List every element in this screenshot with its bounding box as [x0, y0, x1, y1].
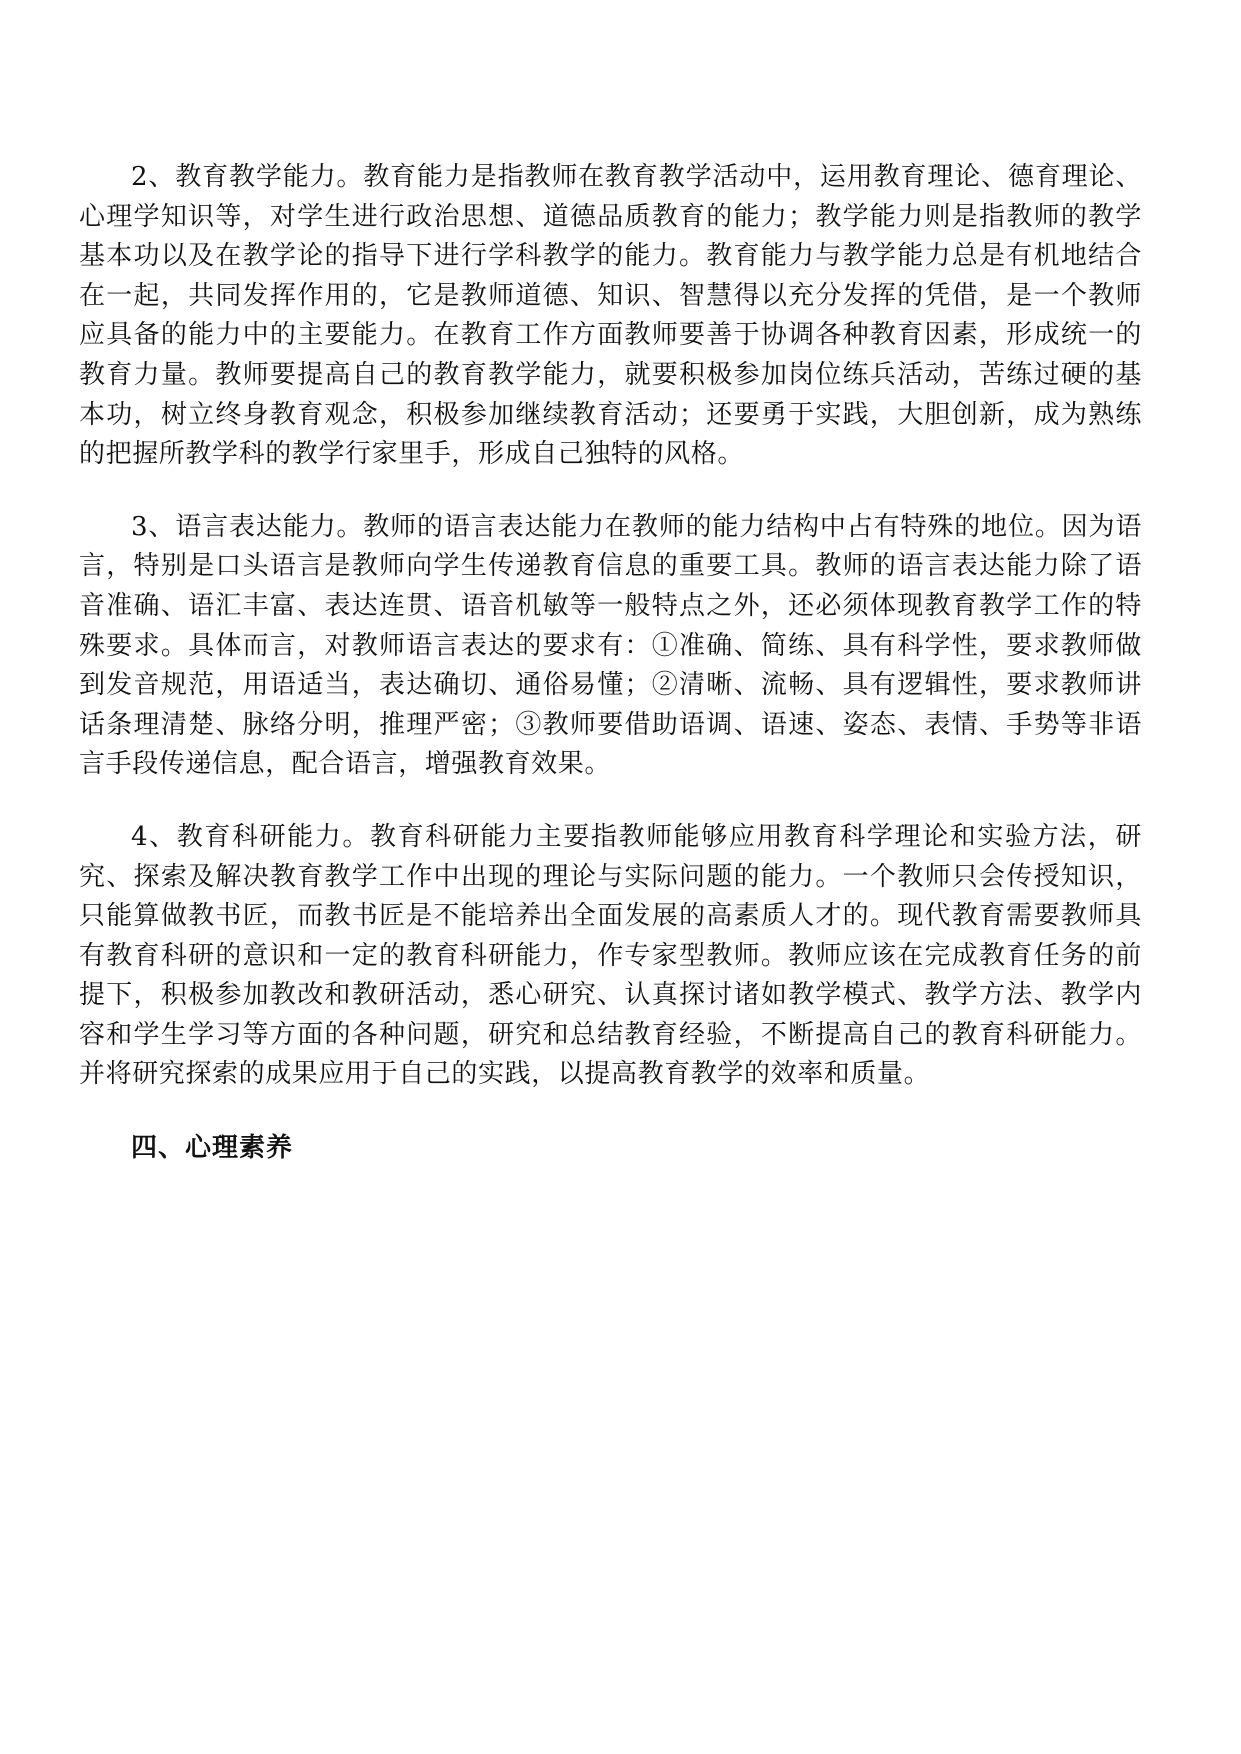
section-heading: 四、心理素养 [131, 1133, 294, 1164]
paragraph-teaching-ability: 2、教育教学能力。教育能力是指教师在教育教学活动中，运用教育理论、德育理论、心理学知识等，对学生进行政治思想、道德品质教育的能力；教学能力则是指教师的教学基本功以及在教学论的指导下进行学科教学的能力。教育能力与教学能力总是有机地结合在一起，共同发挥作用的，它是教师道德、知识、智慧得以充分发挥的凭借，是一个教师应具备的能力中的主要能力。在教育工作方面教师要善于协调各种教育因素，形成统一的教育力量。教师要提高自己的教育教学能力，就要积极参加岗位练兵活动，苦练过硬的基本功，树立终身教育观念，积极参加继续教育活动；还要勇于实践，大胆创新，成为熟练的把握所教学科的教学行家里手，形成自己独特的风格。 [79, 162, 1142, 470]
paragraph-language-expression: 3、语言表达能力。教师的语言表达能力在教师的能力结构中占有特殊的地位。因为语言，特别是口头语言是教师向学生传递教育信息的重要工具。教师的语言表达能力除了语音准确、语汇丰富、表达连贯、语音机敏等一般特点之外，还必须体现教育教学工作的特殊要求。具体而言，对教师语言表达的要求有：①准确、简练、具有科学性，要求教师做到发音规范，用语适当，表达确切、通俗易懂；②清晰、流畅、具有逻辑性，要求教师讲话条理清楚、脉络分明，推理严密；③教师要借助语调、语速、姿态、表情、手势等非语言手段传递信息，配合语言，增强教育效果。 [79, 511, 1142, 780]
paragraph-research-ability: 4、教育科研能力。教育科研能力主要指教师能够应用教育科学理论和实验方法，研究、探索及解决教育教学工作中出现的理论与实际问题的能力。一个教师只会传授知识，只能算做教书匠，而教书匠是不能培养出全面发展的高素质人才的。现代教育需要教师具有教育科研的意识和一定的教育科研能力，作专家型教师。教师应该在完成教育任务的前提下，积极参加教改和教研活动，悉心研究、认真探讨诸如教学模式、教学方法、教学内容和学生学习等方面的各种问题，研究和总结教育经验，不断提高自己的教育科研能力。并将研究探索的成果应用于自己的实践，以提高教育教学的效率和质量。 [79, 821, 1142, 1090]
document-body [79, 158, 1142, 1169]
